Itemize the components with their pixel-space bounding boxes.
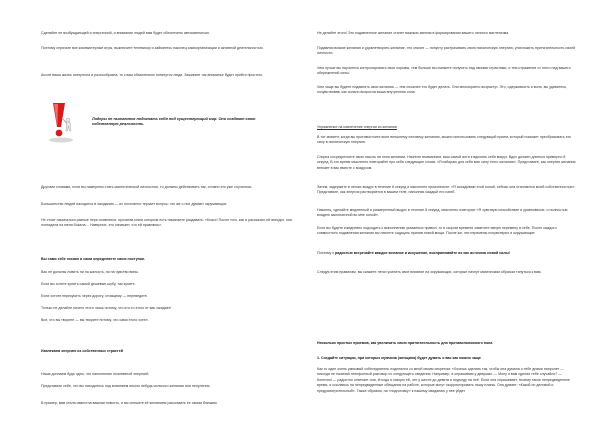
paragraph: Если вы хотите купить самой дешевые шубу, так купите. [41, 282, 136, 286]
paragraph: Следуя этим правилам, вы скажете легко усилить свое влияние на окружающих, которые начнут магическим образом тянуться к вам. [317, 270, 542, 274]
paragraph: Подавляя всякие желания и удовлетворять желание, это значит — попусту растрачивать свою психическую энергию, уничтожить притягательность своей личности. [317, 46, 576, 56]
paragraph: Сделайте ее возбуждающей и энергичной, и внимание людей вам будет обеспечено автоматически. [41, 31, 210, 35]
paragraph: Спорка сосредоточите свою мысль на этом желании. Начните вниманием, ваш самой алти к вдыхать себя вокруг. Вдох должен длиться примерно 8 секунд. В это время мысленно повторяйте про себя следующие слова: «Я избираю для себя всю силу этого желания». Представьте, как энергия желания втекает в вас вместе с воздухом. [317, 155, 576, 170]
emphasis-text: радостью встречайте каждое желание и искушение, воспринимайте их как источник новой силы! [335, 251, 510, 255]
paragraph: В пример, вам стала известна важная новость, и вы спешите её желанием рассказать ее своим близким. [41, 401, 218, 405]
paragraph: Наконец, сделайте медленный и размеренный выдох в течение 8 секунд, мысленно повторяя: «Я чувствую спокойствие и уравновесие, и полностью владею заключенной во мне силой». [317, 208, 568, 218]
paragraph: Не делайте этого! Это подавленное желание станет важным звеном в формировании вашего личного магнетизма. [317, 31, 510, 35]
exclamation-figure-icon [44, 100, 78, 144]
paragraph: Вас не должны ловить ни на жалость, ни на чувство вины. [41, 270, 139, 274]
paragraph: Ассли ваша жизнь интересна и разнообразна, то к вам обязательно потянутся люди. Заживите так вниманье будет прийти простого. [41, 73, 264, 77]
paragraph: Затем, задержите в легких воздух в течение 8 секунд и мысленно произнесите: «Я складываю этой силой, сейчас она становится моей собственностью». Представьте, как энергия растворяется в вашем теле, наполняя каждый его изгиб. [317, 185, 576, 195]
paragraph: Поэтому спрячьте все компьютерные игры, выключите телевизор и займитесь наконец самоорганизации и активной деятельностью. [41, 46, 264, 50]
paragraph: Все, что вы творите — вы творите потому, что сами этого хотел. [41, 318, 149, 322]
paragraph: Если вы будете ежедневно подходить к выполнению указанных правил, то в скором времени заметите явную перемену в себе. После каждого совместного подавления желания вы начнете ощущать прилив новой мощи. После же, эти перемены почувствуют и окружающие. [317, 226, 557, 236]
paragraph: Другими словами, если вы намерены стать магнетической личностью, то должны действовать так, словно это уже случилось. [41, 185, 253, 189]
paragraph: Чем чаще вы будете подавлять свои желания — тем сложнее это будет делать. Они многократно возрастут. Это, одержимость и воля, вы удивитесь, почувствовав, как сильно возросла ваша внутренняя сила. [317, 85, 568, 95]
paragraph: Большинство людей находятся в ожидании — их постоянно терзает вопрос: что же о них думают окружающие. [41, 202, 228, 206]
paragraph: Чем лучше вы научитесь контролировать свои порывы, тем больше вы сможете получить над своими страстями, и тем отражение от этого над вашего обережнений силы. [317, 66, 571, 76]
paragraph: Как то один очень умнывый собеседнятель поделился со мной своим секретом: «Хочешь сделать так, чтобы она думала о тебе днями напролет — никогда не начинай телефонный разговор со следующего сведения. Например, я спрашиваю у девушки: — Мону я вам сделал тебе случайно? — Конечно! — радостно отвечает она. Итогда я говорю ей, что у шести до девяти я подъеду на неё. Если она спрашивает, почему такое непредвиденное время, я ссылаюсь на непредвиденные обещания на работе, которые могут скорректировать нашу планы. Она думает: «Какой он деловой и предусмотрительный». Также образом, на «подготовку» к нашему свиданию у нее уйдет [317, 367, 570, 393]
paragraph: Наша доплаем будь одно, что наполнение позитивной энергией. [41, 372, 150, 376]
paragraph: Представьте себе, что вы находитесь под влиянием некого небудь сильного желания или нехуления. [41, 384, 211, 388]
section-heading: Несколько простых приемов, как увеличить свою притягательность для противоположного пола [317, 341, 493, 345]
paragraph: В тот момент, когда вы противостоите воле внешнему человеку желанию, можно использовать следующий прием, который поможет преобразовать его силу в психическую энергию. [317, 135, 571, 145]
paragraph: Только не делайте ничего этого лишь потому, что кто-то этого от вас ожидает! [41, 306, 172, 310]
paragraph: Если хотите перекусить через дорогу, стоящему — переведите. [41, 294, 148, 298]
section-heading: Вы сами себе хозяин и сами определяете свою поступки. [41, 257, 145, 261]
section-heading: Извлекаем энергию из собственных страстей [41, 349, 123, 353]
pull-quote: Лидеры не пытаются подогнать себя под существующий мир. Они создают свою собственную реальность. [92, 116, 256, 127]
paragraph: Не стоит начинаться разные пере-появлятся, прочитав книги которым есть начинаете раздавать: «Класс! После того, как я рассказал ей анекдот, она поглядела на меня бокала… Наверное, это означает, что ей нравлюсь». [41, 218, 292, 228]
paragraph [317, 251, 577, 256]
section-heading: Упражнение на извлечение энергии из желания [317, 125, 397, 129]
subsection-heading: 1. Сосдайте ситуации, при которых мужчина (женщина) будет думать о вас как можно чаще [317, 356, 481, 360]
paragraph-lead: Поэтому с [317, 251, 336, 255]
